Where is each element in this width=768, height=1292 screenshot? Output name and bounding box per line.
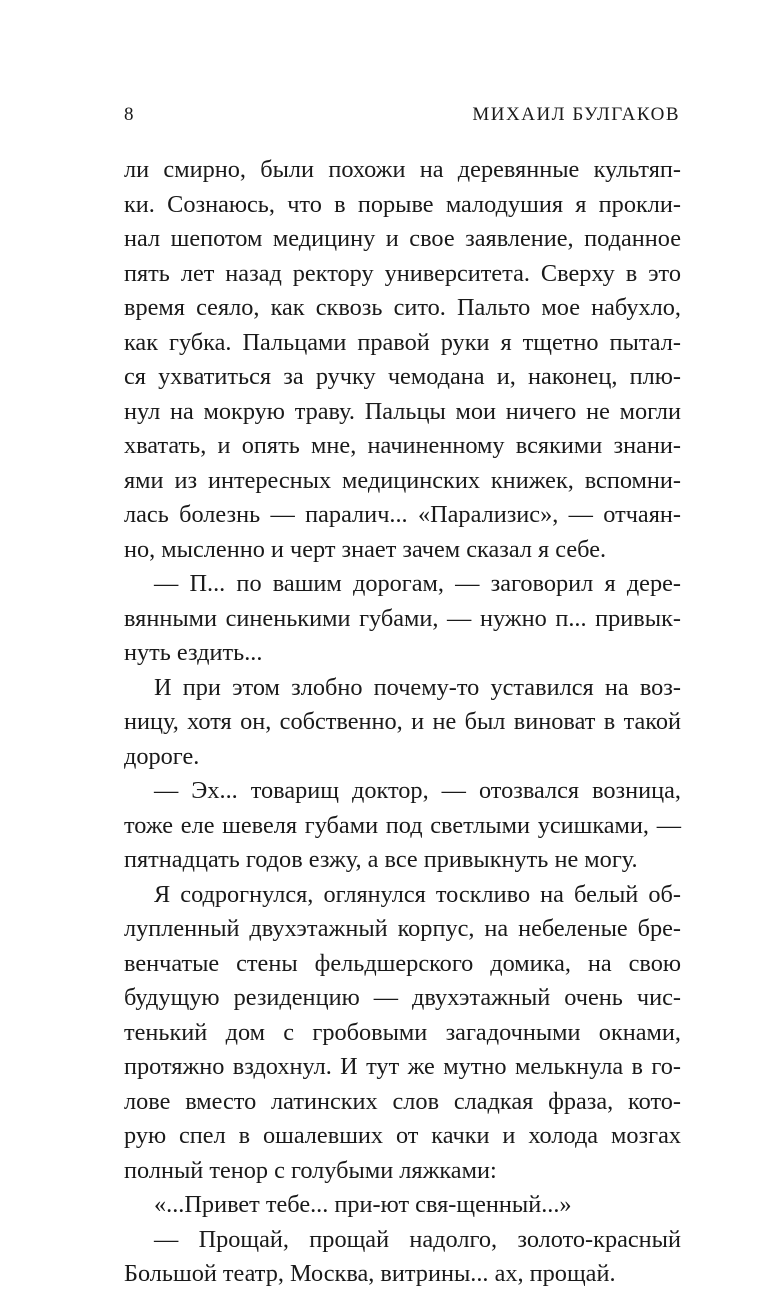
text-line: — Прощай, прощай надолго, золото-красный	[154, 1225, 681, 1253]
text-line: ки. Сознаюсь, что в порыве малодушия я прокли-	[124, 190, 681, 218]
text-line: тоже еле шевеля губами под светлыми усишками, —	[124, 811, 681, 839]
text-line: — П... по вашим дорогам, — заговорил я дере-	[154, 570, 681, 597]
text-line: ли смирно, были похожи на деревянные культяп-	[124, 156, 681, 183]
text-line: ницу, хотя он, собственно, и не был виноват в такой	[124, 708, 681, 735]
text-line: будущую резиденцию — двухэтажный очень чис-	[124, 984, 681, 1011]
text-line: — Эх... товарищ доктор, — отозвался возница,	[154, 777, 681, 804]
text-line: лась болезнь — паралич... «Парализис», — отчаян-	[124, 501, 681, 528]
text-line: вянными синенькими губами, — нужно п... привык-	[124, 604, 681, 632]
text-line: «...Привет тебе... при-ют свя-щенный...»	[154, 1191, 572, 1218]
text-line: тенький дом с гробовыми загадочными окнами,	[124, 1018, 681, 1046]
text-line: рую спел в ошалевших от качки и холода мозгах	[124, 1122, 681, 1149]
header-author: МИХАИЛ БУЛГАКОВ	[472, 104, 680, 125]
text-line: нал шепотом медицину и свое заявление, поданное	[124, 225, 681, 252]
text-line: лупленный двухэтажный корпус, на небеленые бре-	[124, 915, 681, 942]
text-line: Я содрогнулся, оглянулся тоскливо на белый об-	[154, 880, 681, 908]
text-line: протяжно вздохнул. И тут же мутно мелькнула в го-	[124, 1053, 681, 1080]
text-line: нуть ездить...	[124, 639, 263, 666]
text-line: хватать, и опять мне, начиненному всякими знани-	[124, 432, 681, 459]
text-line: ями из интересных медицинских книжек, вспомни-	[124, 466, 681, 494]
text-line: дороге.	[124, 742, 200, 770]
page-number: 8	[124, 104, 135, 125]
text-line: полный тенор с голубыми ляжками:	[124, 1156, 497, 1184]
text-line: но, мысленно и черт знает зачем сказал я себе.	[124, 535, 607, 563]
text-line: как губка. Пальцами правой руки я тщетно пытал-	[124, 328, 681, 356]
text-line: пять лет назад ректору университета. Сверху в это	[124, 259, 681, 287]
running-head	[124, 104, 680, 132]
text-line: время сеяло, как сквозь сито. Пальто мое набухло,	[124, 294, 681, 321]
text-line: венчатые стены фельдшерского домика, на свою	[124, 949, 681, 977]
text-line: лове вместо латинских слов сладкая фраза, кото-	[124, 1087, 681, 1115]
body-text	[124, 153, 681, 1292]
text-line: нул на мокрую траву. Пальцы мои ничего не могли	[124, 397, 681, 425]
text-line: ся ухватиться за ручку чемодана и, наконец, плю-	[124, 363, 681, 390]
text-line: Большой театр, Москва, витрины... ах, прощай.	[124, 1260, 616, 1287]
text-line: И при этом злобно почему-то уставился на воз-	[154, 673, 681, 701]
text-line: пятнадцать годов езжу, а все привыкнуть не могу.	[124, 846, 638, 873]
